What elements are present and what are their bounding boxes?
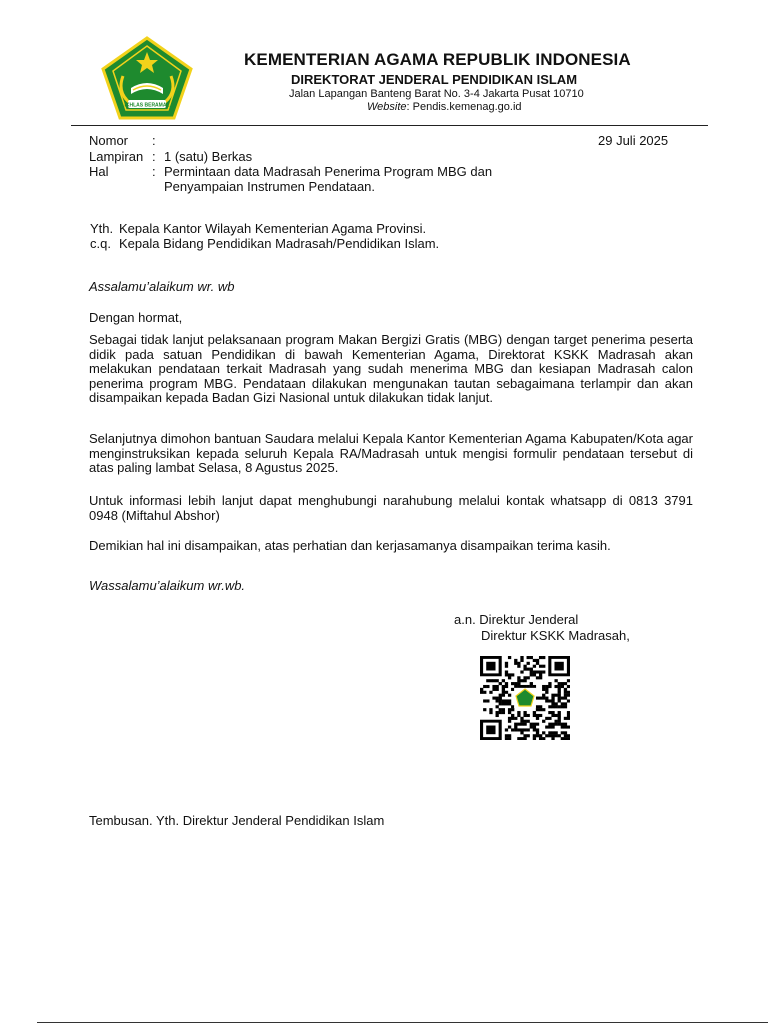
page-edge-line — [37, 1022, 768, 1023]
letterhead-rule — [71, 125, 708, 126]
kemenag-logo — [101, 36, 193, 120]
website-line — [367, 101, 522, 113]
website-label: Website — [367, 101, 407, 113]
hal-colon: : — [152, 164, 156, 179]
address-line: Jalan Lapangan Banteng Barat No. 3-4 Jakarta Pusat 10710 — [289, 88, 584, 100]
hal-line-2: Penyampaian Instrumen Pendataan. — [164, 179, 376, 194]
cq-label: c.q. — [90, 236, 111, 251]
body-paragraph-4: Demikian hal ini disampaikan, atas perhatian dan kerjasamanya disampaikan terima kasih. — [89, 538, 611, 553]
ministry-title: KEMENTERIAN AGAMA REPUBLIK INDONESIA — [244, 50, 631, 69]
opening-salam: Assalamu’alaikum wr. wb — [89, 279, 235, 294]
website-value: : Pendis.kemenag.go.id — [406, 101, 522, 113]
nomor-label: Nomor — [89, 133, 129, 148]
yth-label: Yth. — [90, 221, 114, 236]
yth-value: Kepala Kantor Wilayah Kementerian Agama Provinsi. — [119, 221, 427, 236]
hal-line-1: Permintaan data Madrasah Penerima Program MBG dan — [164, 164, 493, 179]
body-paragraph-3: Untuk informasi lebih lanjut dapat menghubungi narahubung melalui kontak whatsapp di 0813 3791 0948 (Miftahul Abshor) — [89, 493, 693, 523]
greeting: Dengan hormat, — [89, 310, 183, 325]
lampiran-value: 1 (satu) Berkas — [164, 149, 253, 164]
lampiran-label: Lampiran — [89, 149, 144, 164]
logo-caption: IKHLAS BERAMAL — [124, 102, 170, 109]
cq-value: Kepala Bidang Pendidikan Madrasah/Pendidikan Islam. — [119, 236, 440, 251]
tembusan-line: Tembusan. Yth. Direktur Jenderal Pendidikan Islam — [89, 813, 385, 828]
letter-date: 29 Juli 2025 — [598, 133, 669, 148]
lampiran-colon: : — [152, 149, 156, 164]
body-paragraph-1: Sebagai tidak lanjut pelaksanaan program Makan Bergizi Gratis (MBG) dengan target penerima peserta didik pada satuan Pendidikan di bawah Kementerian Agama, Direktorat KSKK Madrasah akan melakukan pendataan terkait Madrasah yang sudah menerima MBG dan kesiapan Madrasah calon penerima program MBG. Pendataan dilakukan mengunakan tautan sebagaimana terlampir dan akan disampaikan kepada Badan Gizi Nasional untuk dilakukan tidak lanjut. — [89, 332, 693, 406]
qr-code-signature — [480, 656, 570, 740]
hal-label: Hal — [89, 164, 109, 179]
directorate-title: DIREKTORAT JENDERAL PENDIDIKAN ISLAM — [291, 72, 578, 87]
nomor-colon: : — [152, 133, 156, 148]
closing-salam: Wassalamu’alaikum wr.wb. — [89, 578, 246, 593]
signature-line-1: a.n. Direktur Jenderal — [454, 612, 579, 627]
body-paragraph-2: Selanjutnya dimohon bantuan Saudara melalui Kepala Kantor Kementerian Agama Kabupaten/Kota agar menginstruksikan kepada seluruh Kepala RA/Madrasah untuk mengisi formulir pendataan tersebut di atas paling lambat Selasa, 8 Agustus 2025. — [89, 431, 693, 476]
signature-line-2: Direktur KSKK Madrasah, — [481, 628, 630, 643]
